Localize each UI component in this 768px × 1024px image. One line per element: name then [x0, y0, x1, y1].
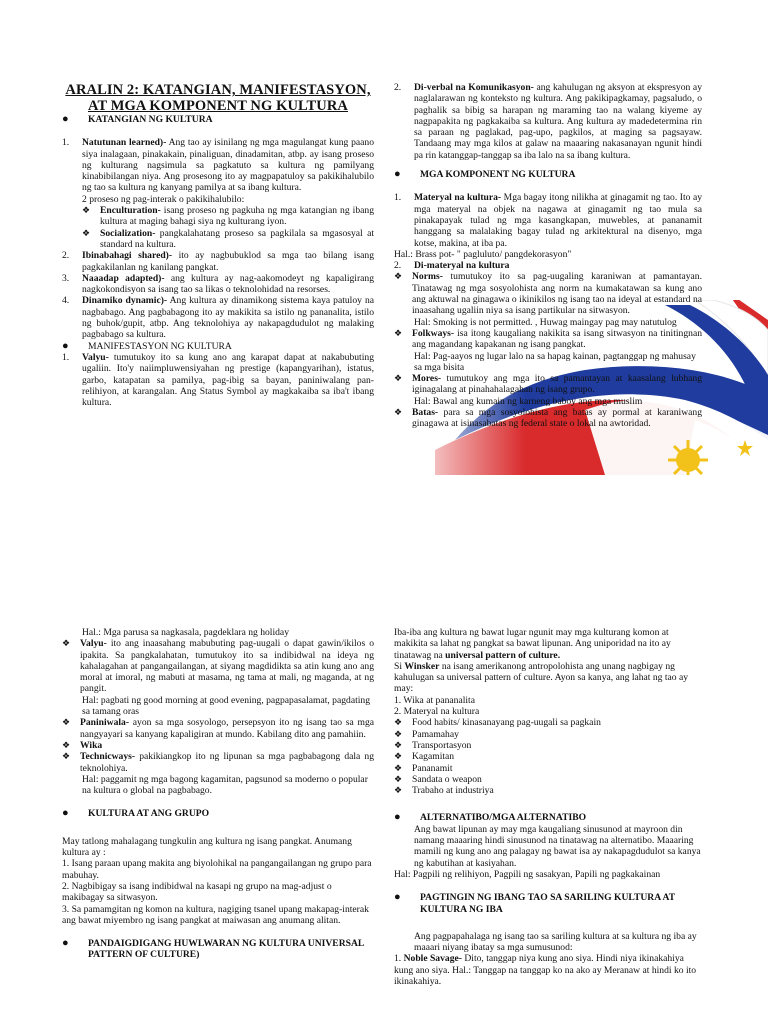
list-item: ❖ Norms- tumutukoy ito sa pag-uugaling karaniwan at pamantayan. Tinatawag ng mga sosyolohista ang norm na kumakatawan sa kung ano ang aktuwal na ginagawa o ikinikilos ng isang tao na ideyal at estandard na inaasahang ugaliin niya sa isang partikular na sitwasyon. — [394, 271, 702, 317]
list-item: ❖ Pananamit — [394, 762, 453, 774]
example-text: Hal: Pagpili ng relihiyon, Pagpili ng sasakyan, Papili ng pagkakainan — [394, 868, 661, 880]
list-item: ❖ Kagamitan — [394, 751, 455, 763]
list-item: ❖ Transportasyon — [394, 739, 472, 751]
list-item: ❖ Batas- para sa mga sosyolohista ang batas ay pormal at karaniwang ginagawa at isinasabatas ng federal state o lokal na awtoridad. — [394, 407, 702, 430]
list-item: ❖ Trabaho at industriya — [394, 785, 494, 797]
diamond-bullet-icon: ❖ — [394, 751, 403, 762]
heading-katangian: ● KATANGIAN NG KULTURA — [62, 113, 213, 125]
diamond-bullet-icon: ❖ — [394, 773, 403, 784]
list-item: 4. Dinamiko dynamic)- Ang kultura ay dinamikong sistema kaya patuloy na nagbabago. Ang pagbabagong ito ay makikita sa istilo ng pananalita, istilo ng buhok/gupit, atbp. Ang teknolohiya ay nakapagdudulot ng malaking pagbabago sa kultura. — [62, 295, 375, 341]
top-right-column — [394, 82, 702, 430]
list-item: ❖ Mores- tumutukoy ang mga ito sa pamantayan at kaasalang lubhang iginagalang at pinahahalagahan ng isang grupo. — [394, 373, 702, 396]
diamond-bullet-icon: ❖ — [394, 728, 403, 739]
example-text: Hal.: Mga parusa sa nagkasala, pagdeklara ng holiday — [82, 627, 289, 638]
list-item: 1. Materyal na kultura- Mga bagay itong nilikha at ginagamit ng tao. Ito ay mga materyal na objek na nagawa at ginagamit ng tao mula sa pinakapayak tulad ng mga kasangkapan, muwebles, at pananamit hanggang sa malalaking bagay tulad ng arkitektural na disenyo, mga kotse, makina, at iba pa. — [394, 192, 703, 249]
list-item: ❖ Sandata o weapon — [394, 773, 482, 785]
list-item: ❖ Folkways- isa itong kaugaliang nakikita sa isang sitwasyon na tinitingnan ang magandang kapakanan ng isang pangkat. — [394, 327, 702, 351]
diamond-bullet-icon: ❖ — [394, 762, 403, 773]
page-title: ARALIN 2: KATANGIAN, MANIFESTASYON, AT MGA KOMPONENT NG KULTURA — [65, 82, 371, 114]
list-item: ❖ Pamamahay — [394, 728, 459, 740]
list-item: ❖ Wika — [62, 739, 103, 751]
bottom-right-column — [394, 627, 702, 987]
list-item: ❖ Food habits/ kinasanayang pag-uugali sa pagkain — [394, 717, 601, 729]
heading-alternatibo: ● ALTERNATIBO/MGA ALTERNATIBO — [394, 811, 587, 824]
bottom-left-column — [62, 627, 374, 961]
paragraph: 3. Sa pamamgitan ng komon na kultura, nagiging tsanel upang makapag-interak ang bawat miyembro ng isang pangkat at maiwasan ang anumang alitan. — [62, 903, 369, 926]
heading-manifestasyon: ● MANIFESTASYON NG KULTURA — [62, 339, 232, 352]
diamond-bullet-icon: ❖ — [394, 717, 403, 728]
list-item: ❖ Enculturation- isang proseso ng pagkuha ng mga katangian ng ibang kultura at maging bahagi siya ng kulturang iyon. — [82, 205, 374, 228]
example-text: Hal: Pag-aayos ng lugar lalo na sa hapag kainan, pagtanggap ng mahusay sa mga bisita — [414, 350, 696, 373]
heading-grupo: ● KULTURA AT ANG GRUPO — [62, 807, 210, 820]
paragraph: 2. Materyal na kultura — [394, 706, 480, 718]
paragraph: May tatlong mahalagang tungkulin ang kultura ng isang pangkat. Anumang kultura ay : — [62, 835, 352, 859]
heading-komponent: ● MGA KOMPONENT NG KULTURA — [394, 168, 576, 181]
example-text: Hal: pagbati ng good morning at good evening, pagpapasalamat, pagdating sa tamang oras — [82, 694, 371, 718]
subtext: 2 proseso ng pag-interak o pakikihalubilo: — [82, 193, 245, 205]
diamond-bullet-icon: ❖ — [394, 739, 403, 750]
list-item: 2. Di-materyal na kultura — [394, 260, 510, 272]
list-item: 1. Natutunan learned)- Ang tao ay isinilang ng mga magulangat kung paano siya inalagaan, pinakakain, pinaliguan, dinadamitan, atbp. ay isang proseso ng kulturang nagsimula sa pagkatuto sa kultura ng pamilyang kinabibilangan niya. Ang prosesong ito ay magpapatuloy sa pakikihalubilo ng tao sa kultura ng kanyang pamilya at sa ibang kultura. — [62, 137, 375, 194]
paragraph: Iba-iba ang kultura ng bawat lugar ngunit may mga kulturang komon at makikita sa lahat ng pangkat sa bawat lipunan. Ang uniporidad na ito ay tinatawag na universal pattern of culture. — [394, 627, 671, 661]
list-item: ❖ Socialization- pangkalahatang proseso sa pagkilala sa mgasosyal at standard na kultura. — [82, 227, 374, 250]
diamond-bullet-icon: ❖ — [394, 785, 403, 796]
list-item: ❖ Valyu- ito ang inaasahang mabubuting pag-uugali o dapat gawin/ikilos o ipakita. Sa pangkalahatan, tumutukoy ito sa indibidwal na ideya ng kahalagahan at pangangailangan, at siyang magdidikta sa atin kung ano ang moral at imoral, ng mabuti at masama, ng tama at mali, ng maganda, at ng pangit. — [62, 638, 374, 695]
list-item: ❖ Technicways- pakikiangkop ito ng lipunan sa mga pagbabagong dala ng teknolohiya. — [62, 751, 374, 774]
example-text: Hal: Smoking is not permitted. , Huwag maingay pag may natutulog — [414, 316, 677, 328]
list-item: 3. Naaadap adapted)- ang kultura ay nag-aakomodeyt ng kapaligirang nagkokondisyon sa isang tao sa likas o teknolohidad na resorses. — [62, 272, 374, 296]
paragraph: 2. Nagbibigay sa isang indibidwal na kasapi ng grupo na mag-adjust o makibagay sa sitwasyon. — [62, 880, 332, 904]
heading-pagtingin: ● PAGTINGIN NG IBANG TAO SA SARILING KULTURA AT KULTURA NG IBA — [394, 891, 675, 915]
paragraph: 1. Wika at pananalita — [394, 694, 475, 706]
example-text: Hal: Bawal ang kumain ng karneng baboy ang mga muslim — [414, 395, 643, 407]
paragraph: Si Winsker na isang amerikanong antropolohista ang unang nagbigay ng kahulugan sa universal pattern of culture. Ayon sa kanya, ang lahat ng tao ay may: — [394, 660, 689, 695]
list-item: 2. Ibinabahagi shared)- ito ay nagbubuklod sa mga tao bilang isang pagkakilanlan ng kanilang pangkat. — [62, 250, 374, 273]
heading-pandaigdigan: ● PANDAIGDIGANG HUWLWARAN NG KULTURA UNIVERSAL PATTERN OF CULTURE) — [62, 937, 364, 961]
example-text: Hal.: Brass pot- " pagluluto/ pangdekorasyon" — [394, 248, 572, 260]
paragraph: 1. Noble Savage- Dito, tanggap niya kung ano siya. Hindi niya ikinakahiya kung ano siya. Hal.: Tanggap na tanggap ko na ako ay Meranaw at hindi ko ito ikinakahiya. — [394, 953, 697, 988]
paragraph: Ang pagpapahalaga ng isang tao sa sariling kultura at sa kultura ng iba ay maaari niyang ibatay sa mga sumusunod: — [414, 930, 697, 954]
list-item: 1. Valyu- tumutukoy ito sa kung ano ang karapat dapat at nakabubuting ugaliin. Ito'y naiimpluwensiyahan ng prestige (kapangyarihan), istatus, garbo, katapatan sa pamilya, pag-ibig sa bayan, paniniwalang pan-relihiyon, at karangalan. Ang Status Symbol ay magkakaiba sa iba't ibang kultura. — [62, 351, 374, 409]
paragraph: 1. Isang paraan upang makita ang biyolohikal na pangangailangan ng grupo para mabuhay. — [62, 858, 372, 881]
list-item: 2. Di-verbal na Komunikasyon- ang kahulugan ng aksyon at ekspresyon ay naglalarawan ng konteksto ng kultura. Ang pakikipagkamay, pagsaludo, o paghalik sa bibig sa harapan ng maraming tao na walang kiyeme ay nagpapakita ng pagkakaiba sa kultura. Ang kultura ay madedetermina rin sa paraan ng paglakad, pag-upo, pagkilos, at maging sa pagsayaw. Tandaang may mga kilos at galaw na maaaring nakasanayan ngunit hindi pa rin katanggap-tanggap sa iba lalo na sa ibang kultura. — [394, 82, 702, 161]
universal-list — [394, 717, 702, 796]
example-text: Hal: paggamit ng mga bagong kagamitan, pagsunod sa moderno o popular na kultura o global na pagbabago. — [82, 773, 368, 797]
paragraph: Ang bawat lipunan ay may mga kaugaliang sinusunod at mayroon din namang maaaring hindi sinusunod na tinatawag na alternatibo. Maaaring mamili ng kung ano ang palagay ng bawat isa ay nakapagdudulot sa kanya ng kabutihan at kasiyahan. — [414, 823, 701, 869]
list-item: ❖ Paniniwala- ayon sa mga sosyologo, persepsyon ito ng isang tao sa mga nangyayari sa kanyang kapaligiran at mundo. Kabilang dito ang pamahiin. — [62, 717, 374, 740]
top-left-column — [62, 82, 374, 408]
